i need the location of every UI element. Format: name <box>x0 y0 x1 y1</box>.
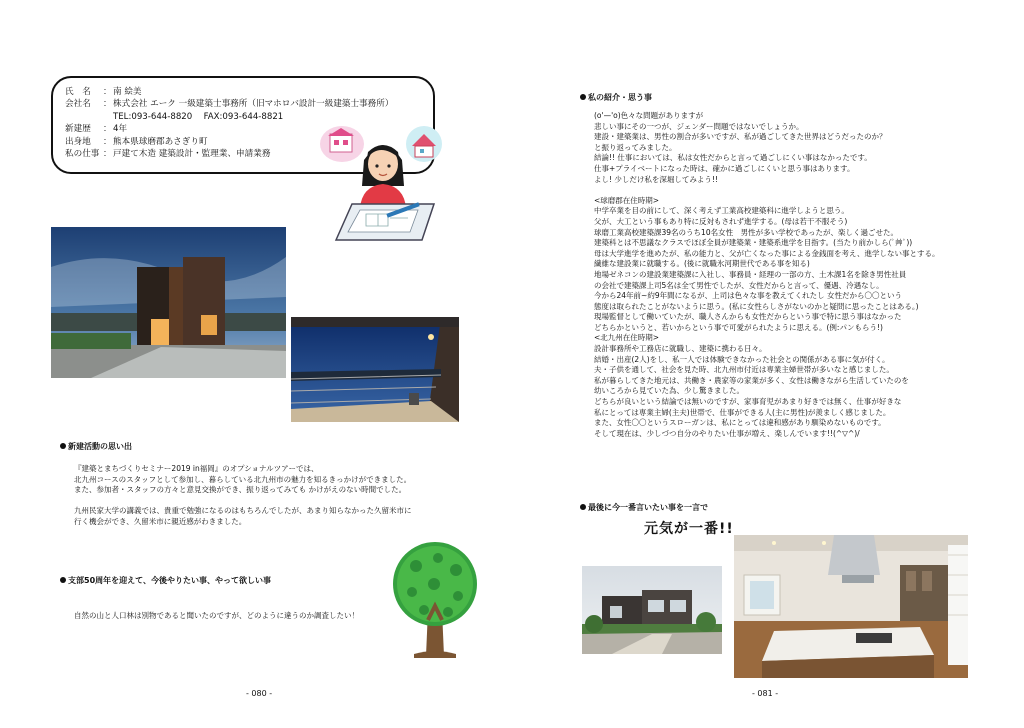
profile-colon: ： <box>103 87 112 97</box>
house-exterior-photo <box>51 227 286 378</box>
text-line: どちらかというと、若いからという事で可愛がられたように思える。(例:パンもらう!) <box>594 322 883 332</box>
house-plan-bubble-icon <box>320 126 364 162</box>
profile-label: 私の仕事 <box>65 149 100 160</box>
text-line: の会社で建築課上司5名は全て男性でしたが、女性だからと言って、優遇、冷遇なし。 <box>594 280 884 290</box>
terrace-photo <box>291 317 459 422</box>
text-line: 結論!! 仕事においては、私は女性だからと言って過ごしにくい事はなかったです。 <box>594 153 872 163</box>
profile-row <box>65 111 433 123</box>
text-line: と振り返ってみました。 <box>594 142 677 152</box>
text-line: 建築科とは不思議なクラスでほぼ全員が建築業・建築系進学を目指す。(当たり前かしら(ﾟ艸ﾟ)) <box>594 238 913 248</box>
text-line: 母は大学進学を進めたが、私の能力と、父が亡くなった事による金銭面を考え、進学しない事とする。 <box>594 248 940 258</box>
text-line: 態度は取られたことがないように思う。(私に女性らしさがないのかと疑問に思ったことはある。) <box>594 301 919 311</box>
text-line: また、女性〇〇というスローガンは、私にとっては違和感があり馴染めないものです。 <box>594 418 886 428</box>
text-line: 建設・建築業は、男性の割合が多いですが、私が過ごしてきた世界はどうだったのか？ <box>594 132 887 142</box>
text-line: 地場ゼネコンの建設業建築課に入社し、事務員・経理の一部の方、土木課1名を除き男性社員 <box>594 269 907 279</box>
profile-hometown: 熊本県球磨郡あさぎり町 <box>113 136 208 147</box>
section-heading: 私の紹介・思う事 <box>580 92 652 103</box>
left-body-text <box>74 464 412 528</box>
text-line: 行く機会ができ、久留米市に親近感がわきました。 <box>74 516 247 526</box>
text-line: そして現在は、少しづつ自分のやりたい仕事が増え、楽しんでいます!!(^▽^)/ <box>594 428 860 438</box>
text-line: <球磨郡在住時期> <box>594 195 660 205</box>
bullet-icon <box>60 443 66 449</box>
profile-job: 戸建て木造 建築設計・監理業、申請業務 <box>113 149 271 160</box>
text-line: 『建築とまちづくりセミナー2019 in福岡』のオプショナルツアーでは、 <box>74 464 319 473</box>
section-heading: 新建活動の思い出 <box>60 441 132 452</box>
text-line: どちらが良いという結論では無いのですが、家事育児があまり好きでは無く、仕事が好きな <box>594 397 902 407</box>
woman-architect-illustration <box>318 124 442 242</box>
text-line: 自然の山と人口林は別物であると聞いたのですが、どのように違うのか調査したい！ <box>74 611 359 620</box>
text-line: 父が、大工という事もあり特に反対もされず進学する。(母は若干不服そう) <box>594 216 848 226</box>
right-body-text <box>594 111 939 439</box>
profile-phone-fax: TEL:093-644-8820 FAX:093-644-8821 <box>113 111 284 122</box>
text-line: 幼いころから見ていた為、少し驚きました。 <box>594 386 744 396</box>
text-line: 九州民家大学の講義では、貴重で勉強になるのはもちろんでしたが、あまり知らなかった久留米市に <box>74 506 412 516</box>
section-heading: 最後に今一番言いたい事を一言で <box>580 502 708 513</box>
section-heading: 支部50周年を迎えて、今後やりたい事、やって欲しい事 <box>60 575 271 586</box>
text-line: <北九州在住時期> <box>594 333 660 343</box>
profile-row <box>65 86 433 98</box>
modern-house-photo <box>582 566 722 654</box>
profile-colon: ： <box>103 136 112 147</box>
text-line: (o'—'o)色々な問題がありますが <box>594 111 704 120</box>
text-line: 中学卒業を目の前にして、深く考えず工業高校建築科に進学しようと思う。 <box>594 206 849 216</box>
right-page <box>512 0 1024 728</box>
bullet-icon <box>580 94 586 100</box>
text-line: 現場監督として働いていたが、職人さんからも女性だからという事で特に思う事はなかった <box>594 312 902 322</box>
profile-label <box>65 111 103 123</box>
text-line: 北九州コースのスタッフとして参加し、暮らしている北九州市の魅力を知るきっかけができました。 <box>74 474 412 484</box>
profile-label: 新建歴 <box>65 124 91 135</box>
profile-row <box>65 98 433 110</box>
text-line: 結婚・出産(2人)をし、私一人では体験できなかった社会との関係がある事に気が付く。 <box>594 354 890 364</box>
kitchen-interior-photo <box>734 535 968 678</box>
text-line: 仕事+プライベートになった時は、確かに過ごしにくいと思う事はあります。 <box>594 163 855 173</box>
text-line: よし! 少しだけ私を深堀してみよう!! <box>594 174 718 184</box>
text-line: 悲しい事にその一つが、ジェンダー問題ではないでしょうか。 <box>594 121 804 131</box>
text-line: 夫・子供を通して、社会を見た時、北九州市付近は専業主婦世帯が多いなと感じました。 <box>594 365 894 375</box>
profile-colon: ： <box>103 124 112 135</box>
text-line: 繊維な建設業に就職する。(後に就職氷河期世代である事を知る) <box>594 259 810 269</box>
bullet-icon <box>60 577 66 583</box>
text-line: また、参加者・スタッフの方々と意見交換ができ、振り返ってみても かけがえのない時間でした。 <box>74 485 407 495</box>
house-bubble-icon <box>406 126 442 162</box>
page-number: - 080 - <box>246 689 273 698</box>
profile-colon: ： <box>103 99 112 110</box>
text-line <box>74 496 412 507</box>
page-number: - 081 - <box>752 689 779 698</box>
text-line: 設計事務所や工務店に就職し、建築に携わる日々。 <box>594 344 767 354</box>
profile-label: 出身地 <box>65 136 91 147</box>
closing-message: 元気が一番!! <box>644 521 734 537</box>
text-line: 私が暮らしてきた地元は、共働き・農家等の家業が多く、女性は働きながら生活していたのを <box>594 375 909 385</box>
profile-colon: ： <box>103 149 112 160</box>
text-line <box>594 185 939 196</box>
tree-illustration <box>388 540 482 658</box>
profile-name: 南 絵美 <box>113 87 142 97</box>
profile-label: 氏 名 <box>65 87 91 97</box>
profile-company: 株式会社 エーク 一級建築士事務所（旧マホロバ設計一級建築士事務所） <box>113 99 394 110</box>
profile-years: 4年 <box>113 124 128 135</box>
bullet-icon <box>580 504 586 510</box>
profile-label: 会社名 <box>65 99 91 110</box>
text-line: 球磨工業高校建築課39名のうち10名女性 男性が多い学校であったが、楽しく過ごせた。 <box>594 227 899 237</box>
text-line: 今から24年前~約9年間になるが、上司は色々な事を教えてくれたし 女性だから〇〇という <box>594 291 902 301</box>
text-line: 私にとっては専業主婦(主夫)世帯で、仕事ができる人(主に男性)が羨ましく感じました。 <box>594 407 891 417</box>
drawing-board-icon <box>336 202 434 240</box>
